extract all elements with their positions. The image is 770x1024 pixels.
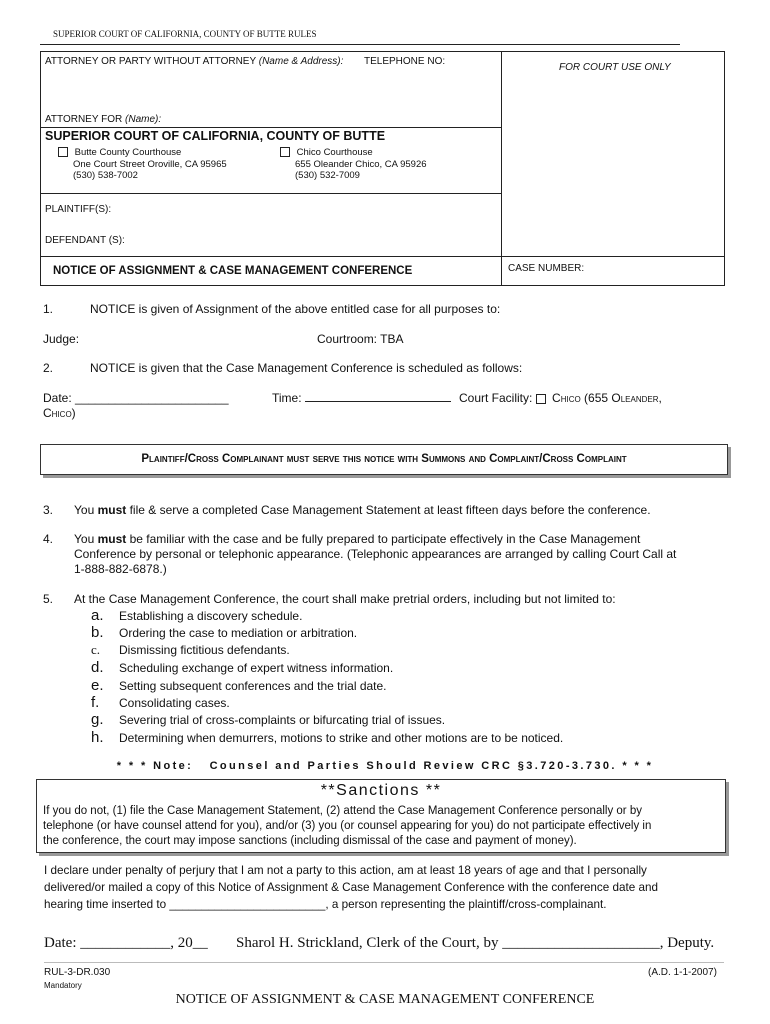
item-4-pre: You <box>74 532 98 546</box>
facility-continuation: Chico) <box>43 406 76 420</box>
serve-notice-text: Plaintiff/Cross Complainant must serve this notice with Summons and Complaint/Cross Complaint <box>141 453 627 465</box>
facility-value: Chico (655 Oleander, <box>552 391 662 405</box>
order-b <box>91 624 357 642</box>
caption-rule-2 <box>41 193 501 194</box>
section-2-number: 2. <box>43 361 54 375</box>
oroville-phone: (530) 538-7002 <box>73 170 138 181</box>
time-label: Time: <box>272 391 305 405</box>
plaintiff-label: PLAINTIFF(S): <box>45 204 112 215</box>
item-4-post: be familiar with the case and be fully prepared to participate effectively in the Case Management <box>126 532 641 546</box>
case-number-label: CASE NUMBER: <box>508 263 585 274</box>
caption-divider <box>501 52 502 285</box>
item-5-number: 5. <box>43 592 54 606</box>
sanctions-line1: If you do not, (1) file the Case Management Statement, (2) attend the Case Management Conference personally or by <box>43 805 642 817</box>
item-3-bold: must <box>97 503 127 517</box>
signature-date[interactable]: Date: ____________, 20__ <box>44 935 208 951</box>
sanctions-line3: the conference, the court may impose sanctions (including dismissal of the case and payment of money). <box>43 835 577 847</box>
notice-title: NOTICE OF ASSIGNMENT & CASE MANAGEMENT CONFERENCE <box>53 265 413 277</box>
order-c-text: Dismissing fictitious defendants. <box>119 643 290 657</box>
mandatory-label: Mandatory <box>44 981 82 990</box>
declaration-line1: I declare under penalty of perjury that I am not a party to this action, am at least 18 years of age and that I personally <box>44 864 647 877</box>
order-c-letter: c. <box>91 642 101 657</box>
order-a-letter: a. <box>91 607 104 624</box>
facility-label: Court Facility: <box>459 391 536 405</box>
order-g-text: Severing trial of cross-complaints or bifurcating trial of issues. <box>119 713 446 727</box>
item-4-line2: Conference by personal or telephonic appearance. (Telephonic appearances are arranged by calling Court Call at <box>74 547 677 561</box>
order-g-letter: g. <box>91 711 104 728</box>
order-f <box>91 694 230 712</box>
date-field[interactable]: Date: _______________________ <box>43 391 229 405</box>
chico-name: Chico Courthouse <box>296 147 373 158</box>
oroville-checkbox[interactable] <box>58 147 68 157</box>
chico-checkbox[interactable] <box>280 147 290 157</box>
item-4-line3: 1-888-882-6878.) <box>74 562 167 576</box>
order-h-text: Determining when demurrers, motions to strike and other motions are to be noticed. <box>119 731 564 745</box>
chico-address: 655 Oleander Chico, CA 95926 <box>295 158 427 170</box>
item-3-text <box>74 503 651 517</box>
order-b-letter: b. <box>91 624 104 641</box>
court-name: SUPERIOR COURT OF CALIFORNIA, COUNTY OF BUTTE <box>45 129 386 143</box>
sanctions-body <box>43 804 651 849</box>
crc-note: * * * Note: Counsel and Parties Should Review CRC §3.720-3.730. * * * <box>116 760 654 772</box>
court-facility <box>459 391 662 405</box>
courthouse-oroville[interactable] <box>58 147 227 182</box>
sanctions-box <box>36 779 726 853</box>
oroville-name: Butte County Courthouse <box>74 147 182 158</box>
order-d <box>91 659 393 677</box>
order-d-letter: d. <box>91 659 104 676</box>
form-number: RUL-3-DR.030 <box>44 967 111 978</box>
order-g <box>91 711 445 729</box>
sanctions-line2: telephone (or have counsel attend for you), and/or (3) you (or counsel appearing for you) do not participate effectively in <box>43 820 652 832</box>
footer-rule <box>44 962 724 963</box>
adoption-date: (A.D. 1-1-2007) <box>648 967 717 978</box>
caption-rule-1 <box>41 127 501 128</box>
item-4-number: 4. <box>43 532 54 546</box>
header-rule <box>40 44 680 45</box>
oroville-address: One Court Street Oroville, CA 95965 <box>73 158 227 170</box>
order-d-text: Scheduling exchange of expert witness information. <box>119 661 394 675</box>
courtroom-label: Courtroom: TBA <box>317 332 404 346</box>
attorney-label <box>45 56 343 67</box>
declaration-line3: hearing time inserted to ________________________, a person representing the plaintiff/cross-complainant. <box>44 898 607 911</box>
serve-notice-banner <box>40 444 728 475</box>
order-f-text: Consolidating cases. <box>119 696 230 710</box>
judge-label: Judge: <box>43 332 80 346</box>
time-blank[interactable] <box>305 391 451 402</box>
item-3-post: file & serve a completed Case Management Statement at least fifteen days before the conference. <box>126 503 651 517</box>
order-e <box>91 677 387 695</box>
attorney-for-text: ATTORNEY FOR <box>45 114 123 125</box>
telephone-label: TELEPHONE NO: <box>364 56 446 67</box>
attorney-label-text: ATTORNEY OR PARTY WITHOUT ATTORNEY <box>45 56 256 67</box>
caption-box <box>40 51 725 286</box>
time-field[interactable] <box>272 391 451 405</box>
order-h <box>91 729 563 747</box>
order-a-text: Establishing a discovery schedule. <box>119 609 303 623</box>
item-3-pre: You <box>74 503 98 517</box>
courthouse-chico[interactable] <box>280 147 427 182</box>
attorney-hint: (Name & Address): <box>258 56 344 67</box>
order-b-text: Ordering the case to mediation or arbitration. <box>119 626 358 640</box>
section-1-text: NOTICE is given of Assignment of the above entitled case for all purposes to: <box>90 302 501 316</box>
signature-clerk: Sharol H. Strickland, Clerk of the Court, by _____________________, Deputy. <box>236 935 715 951</box>
order-e-letter: e. <box>91 677 104 694</box>
court-rules-header: SUPERIOR COURT OF CALIFORNIA, COUNTY OF BUTTE RULES <box>53 29 317 39</box>
chico-phone: (530) 532-7009 <box>295 170 360 181</box>
item-4-text <box>74 532 724 577</box>
facility-checkbox[interactable] <box>536 394 546 404</box>
section-2-text: NOTICE is given that the Case Management Conference is scheduled as follows: <box>90 361 523 375</box>
court-use-label: FOR COURT USE ONLY <box>559 62 671 73</box>
caption-rule-3 <box>41 256 724 257</box>
sanctions-title: **Sanctions ** <box>320 782 442 799</box>
order-c <box>91 641 290 659</box>
attorney-for-hint: (Name): <box>125 114 162 125</box>
order-h-letter: h. <box>91 729 104 746</box>
order-a <box>91 607 302 625</box>
footer-title: NOTICE OF ASSIGNMENT & CASE MANAGEMENT CONFERENCE <box>175 992 595 1007</box>
item-4-bold: must <box>97 532 127 546</box>
defendant-label: DEFENDANT (S): <box>45 235 125 246</box>
attorney-for-label <box>45 114 161 125</box>
order-e-text: Setting subsequent conferences and the trial date. <box>119 679 387 693</box>
declaration <box>44 862 658 913</box>
order-f-letter: f. <box>91 694 100 711</box>
item-3-number: 3. <box>43 503 54 517</box>
declaration-line2: delivered/or mailed a copy of this Notice of Assignment & Case Management Conference with the conference date and <box>44 881 658 894</box>
section-1-number: 1. <box>43 302 54 316</box>
item-5-text: At the Case Management Conference, the court shall make pretrial orders, including but not limited to: <box>74 592 616 606</box>
